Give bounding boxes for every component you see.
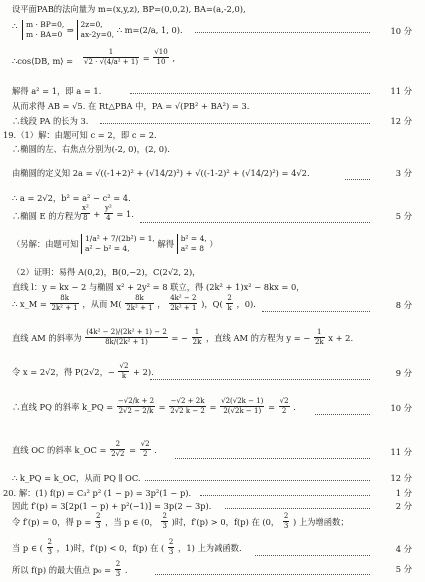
p19-foci: ∴椭圆的左、右焦点分别为(-2, 0)，(2, 0). — [12, 144, 170, 154]
p19-alt-mid: 解得 — [157, 239, 175, 249]
p20-score-2: 2 分 — [395, 501, 412, 511]
p19-alt-line — [0, 234, 425, 258]
p19-am-frac — [85, 328, 168, 347]
p19-score-9: 9 分 — [395, 368, 412, 378]
p19-score-10: 10 分 — [390, 403, 412, 413]
p19-q-mid: )，Q( — [201, 298, 223, 309]
p19-pq4-num: √2 — [279, 397, 289, 405]
p19-part2-line — [0, 266, 425, 278]
p19-intro-line — [0, 129, 425, 141]
p20-l3-frac — [95, 512, 101, 531]
p19-pq1-num: −√2/k + 2 — [117, 397, 155, 405]
p20-l5a: 所以 f(p) 的最大值点 p₀ = — [12, 564, 112, 575]
p19-eq-plus: + — [93, 208, 101, 219]
p18-result: ∴ m=(2/a, 1, 0). — [116, 25, 183, 35]
p19-pq-frac1 — [117, 397, 155, 416]
p20-l5-den: 3 — [115, 570, 121, 578]
p18-from-line — [0, 100, 425, 112]
p19-am-prefix: 直线 AM 的斜率为 — [12, 332, 82, 343]
p19-def-line — [0, 158, 425, 188]
p20-line2 — [0, 500, 425, 512]
p19-eq-frac1-den: 8 — [83, 214, 88, 222]
p19-am-line-text: ，直线 AM 的方程为 y = − — [205, 332, 311, 343]
p18-score-11: 11 分 — [390, 86, 412, 96]
p19-final-line — [0, 472, 425, 484]
p18-from: 从而求得 AB = √5. 在 Rt△PBA 中，PA = √(PB² + BA²) = 3. — [12, 101, 250, 111]
p19-pq-frac3 — [220, 397, 264, 416]
p19-mx-num: 8k — [125, 294, 153, 304]
p19-my-den: 2k² + 1 — [170, 304, 197, 312]
p19-am-val-den: 2k — [192, 338, 202, 346]
p19-alt-system — [81, 234, 155, 254]
p19-pq-frac2 — [169, 397, 206, 416]
p19-pq1-den: 2√2 − 2/k — [118, 407, 154, 415]
p20-l2: 因此 f′(p) = 3[2p(1 − p) + p²(−1)] = 3p(2 − 3p). — [12, 501, 212, 511]
p20-l3a: 令 f′(p) = 0，得 p = — [12, 516, 92, 527]
p19-pq2-den: 2√2 k − 2 — [170, 407, 205, 415]
p18-solve-line — [0, 85, 425, 97]
p19-line-l-text: 直线 l：y = kx − 2 与椭圆 x² + 2y² = 8 联立，得 (2k² + 1)x² − 8kx = 0， — [12, 282, 305, 292]
p19-oc-num: 2 — [110, 440, 125, 450]
p19-am-num: (4k² − 2)/(2k² + 1) − 2 — [86, 328, 167, 336]
p19-let-end: + 2). — [133, 366, 154, 377]
p20-l4c-den: 3 — [168, 548, 174, 556]
p19-let-frac — [118, 362, 129, 381]
p18-normal-vector-line — [0, 3, 425, 15]
p19-alt-sol2: a² = 8 — [180, 244, 205, 253]
p19-am-val-frac — [192, 328, 203, 347]
p20-l4d: ，1) 上为减函数. — [178, 542, 242, 553]
p19-let-num: √2 — [119, 362, 129, 370]
p19-oc-val-frac — [140, 440, 151, 459]
p19-pq3-den: 2(√2k − 1) — [223, 407, 262, 415]
p18-score-12: 12 分 — [390, 116, 412, 126]
p19-foci-line — [0, 143, 425, 155]
p20-l4-num: 2 — [47, 538, 53, 546]
p20-line5 — [0, 562, 425, 582]
p19-let-den: k — [121, 372, 127, 380]
p20-l3e-den: 3 — [283, 522, 289, 530]
p20-l4b: ，1)时，f′(p) < 0，f(p) 在 ( — [56, 542, 165, 553]
p18-cos-line — [0, 48, 425, 74]
p18-system-1 — [22, 20, 64, 40]
p18-sys2-row1: 2z=0, — [80, 20, 103, 29]
p19-alt-solution — [177, 234, 207, 254]
p19-mx-frac — [125, 294, 153, 313]
p19-def: 由椭圆的定义知 2a = √((-1+2)² + (√14/2)²) + √((-1-2)² + (√14/2)²) = 4√2. — [12, 168, 310, 178]
p19-part2: （2）证明：易得 A(0,2)，B(0,−2)，C(2√2, 2)， — [12, 267, 201, 277]
p20-l5-num: 2 — [115, 560, 121, 568]
p20-l3d: )时，f′(p) > 0，f(p) 在 (0， — [171, 516, 280, 527]
p18-sys2-row2: ax-2y=0, — [80, 30, 115, 39]
p20-line4 — [0, 538, 425, 562]
p20-l5b: . — [124, 564, 128, 575]
p18-score-10: 10 分 — [390, 26, 412, 36]
p18-conclusion-line — [0, 115, 425, 127]
p19-let-prefix: 令 x = 2√2，得 P(2√2，− — [12, 366, 115, 377]
p19-oc-mid: = — [129, 444, 137, 455]
p19-am-line-end: x + 2. — [328, 332, 354, 343]
p18-sys-row2: m · BA=0 — [26, 30, 63, 39]
p19-xm-prefix: ∴ x_M = — [12, 298, 47, 309]
p20-l4-frac — [47, 538, 53, 557]
p19-score-12: 12 分 — [390, 473, 412, 483]
p20-score-4: 4 分 — [395, 544, 412, 554]
p19-oc-val-num: √2 — [140, 440, 150, 448]
p19-pq-frac4 — [279, 397, 290, 416]
p19-oc-val-den: 2 — [142, 450, 148, 458]
p18-cos-num: 1 — [83, 48, 139, 58]
p18-arrow: ⇒ — [66, 25, 74, 35]
p19-mx-den: 2k² + 1 — [126, 304, 153, 312]
p20-l4-den: 3 — [47, 548, 53, 556]
p19-ab-line — [0, 192, 425, 204]
p20-l1: 20. 解：(1) f(p) = C₃² p² (1 − p) = 3p²(1 − p). — [3, 488, 192, 498]
p20-l5-frac — [115, 560, 121, 579]
p20-l3-den: 3 — [95, 522, 101, 530]
p19-q-den: k — [227, 304, 232, 312]
p19-ab: ∴ a = 2√2，b² = a² − c² = 4. — [12, 193, 131, 203]
p19-final: ∴ k_PQ = k_OC，从而 PQ ∥ OC. — [12, 473, 141, 483]
p19-intro: 19.（1）解：由题可知 c = 2，即 c = 2. — [3, 130, 157, 140]
p19-oc-prefix: 直线 OC 的斜率 k_OC = — [12, 444, 107, 455]
p19-pq3-num: √2(√2k − 1) — [221, 397, 264, 405]
p18-system-line: ∴ m · BP=0, m · BA=0 ⇒ 2z=0, ax-2y=0, ∴ m=(2/a, 1, 0). 10 分 — [12, 20, 412, 39]
p20-l3c-frac — [161, 512, 167, 531]
p20-l3c-den: 3 — [162, 522, 167, 530]
p19-alt-row2: a² − b² = 4, — [85, 244, 130, 253]
p20-l3-num: 2 — [95, 512, 101, 520]
p19-xm-den: 2k² + 1 — [51, 304, 78, 312]
p19-q-frac — [226, 294, 232, 313]
p18-sys-row1: m · BP=0, — [26, 20, 65, 29]
p19-pq-end: . — [293, 401, 296, 412]
p18-conclusion: ∴线段 PA 的长为 3. — [12, 116, 89, 126]
p19-score-8: 8 分 — [395, 300, 412, 310]
p19-am-line-frac — [314, 328, 325, 347]
p19-pq-line: ∴直线 PQ 的斜率 k_PQ = $\frac{-√2/k + 2}{2√2 - 2/k}$ = $\frac{-√2 + 2k}{2√2 k - 2}$ = $\frac{√2(√2k - 1)}{2(√2k - 1)}$ = $\frac{√2}{2}$ . 10 分 — [12, 397, 412, 415]
p19-line-l — [0, 281, 425, 293]
p18-cos-prefix: ∴cos⟨DB, m⟩ = — [12, 56, 74, 66]
p20-score-1: 1 分 — [395, 488, 412, 498]
p18-cos-val-den: 10 — [156, 58, 166, 66]
p20-l4c-num: 2 — [168, 538, 174, 546]
p20-l4c-frac — [168, 538, 174, 557]
p18-cos-frac — [83, 48, 139, 67]
p19-xm-frac — [50, 294, 78, 313]
p19-alt-row1: 1/a² + 7/(2b²) = 1, — [85, 234, 155, 243]
p19-oc-frac — [110, 440, 125, 459]
p19-xm-num: 8k — [50, 294, 78, 304]
p19-score-11: 11 分 — [390, 447, 412, 457]
p19-oc-line — [0, 440, 425, 466]
p19-eq-frac2 — [104, 204, 113, 223]
p19-am-den: 8k/(2k² + 1) — [105, 338, 148, 346]
p19-eq-prefix: ∴椭圆 E 的方程为 — [12, 211, 82, 221]
p19-pq2-num: −√2 + 2k — [170, 397, 205, 405]
p19-score-3: 3 分 — [395, 168, 412, 178]
p19-xm-line: ∴ x_M = $\frac{8k}{\text{2k² + 1}}$ ，从而 M( $\frac{8k}{\text{2k² + 1}}$ ， $\frac{\text{4k² − 2}}{\text{2k² + 1}}$ )，Q( $\frac{2}{k}$ ，0). 8 分 — [12, 294, 412, 312]
p18-solve: 解得 a² = 1，即 a = 1. — [12, 86, 102, 96]
p18-cos-val-num: √10 — [154, 48, 168, 56]
p20-score-5: 5 分 — [395, 564, 412, 574]
p19-alt-end: ） — [209, 239, 218, 249]
p19-eq-frac1 — [81, 204, 90, 223]
p19-am-val-num: 1 — [192, 328, 203, 338]
p19-eq-frac1-num: x² — [82, 204, 89, 212]
p19-am-eq: = − — [171, 332, 188, 343]
p19-am-line-den: 2k — [314, 338, 324, 346]
p19-q-end: ，0). — [236, 298, 256, 309]
p20-l3b: ，当 p ∈ (0， — [105, 516, 158, 527]
p19-my-num: 4k² − 2 — [170, 294, 197, 302]
p19-let-line — [0, 362, 425, 386]
p18-cos-eq: = — [142, 52, 150, 63]
p19-am-line-num: 1 — [314, 328, 325, 338]
p19-score-5: 5 分 — [395, 211, 412, 221]
p19-alt-sol1: b² = 4, — [180, 234, 207, 243]
p20-l3c-num: 2 — [162, 512, 167, 520]
p18-line1: 设平面PAB的法向量为 m=(x,y,z), BP=(0,0,2), BA=(a,-2,0), — [12, 4, 246, 14]
p19-oc-den: 2√2 — [111, 450, 125, 458]
p20-line1 — [0, 487, 425, 499]
p19-pq-prefix: ∴直线 PQ 的斜率 k_PQ = — [12, 401, 114, 412]
p20-l4a: 当 p ∈ ( — [12, 542, 43, 553]
p19-xm-mid: ，从而 M( — [82, 298, 122, 309]
p19-q-num: 2 — [227, 294, 232, 302]
p19-eq-frac2-den: 4 — [106, 214, 111, 222]
p18-cos-val-frac — [153, 48, 168, 67]
p19-my-frac — [169, 294, 197, 313]
p19-am-line — [0, 322, 425, 358]
p19-eq-end: = 1. — [116, 208, 134, 219]
p19-eq-frac2-num: y² — [105, 204, 112, 212]
p20-l3e-num: 2 — [283, 512, 289, 520]
p19-pq4-den: 2 — [281, 407, 287, 415]
p20-l3f: ) 上为增函数； — [292, 516, 349, 527]
p18-cos-end: , — [172, 52, 175, 63]
p20-line3 — [0, 512, 425, 536]
p18-cos-den: √2 · √(4/a² + 1) — [84, 58, 139, 66]
p19-alt-prefix: （另解：由题可知 — [12, 239, 79, 249]
p19-oc-end: . — [154, 444, 157, 455]
p20-l3e-frac — [283, 512, 289, 531]
p19-eq-line — [0, 204, 425, 228]
p18-system-2 — [77, 20, 115, 40]
